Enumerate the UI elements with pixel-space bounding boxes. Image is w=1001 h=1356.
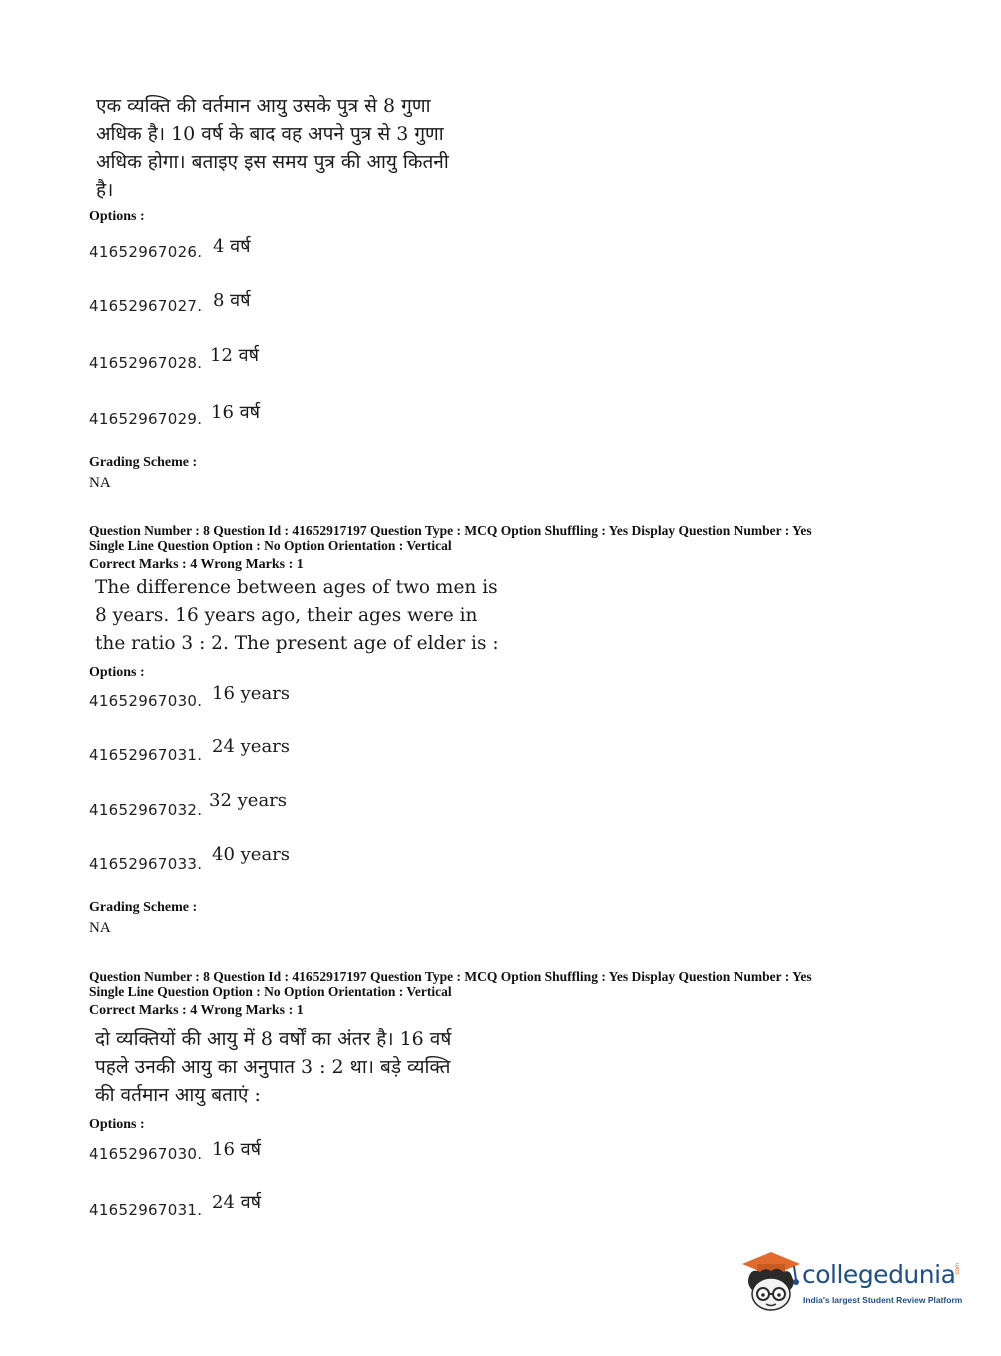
option-id: 41652967029.: [89, 410, 203, 428]
question-meta: [89, 969, 812, 999]
marks-line: Correct Marks : 4 Wrong Marks : 1: [89, 1003, 304, 1018]
collegedunia-logo[interactable]: [740, 1248, 972, 1318]
options-label: Options :: [89, 1117, 145, 1132]
question-line: 8 years. 16 years ago, their ages were in: [95, 605, 478, 626]
option-id: 41652967027.: [89, 297, 203, 315]
options-label: Options :: [89, 665, 145, 680]
logo-wordmark: collegedunia: [802, 1260, 956, 1289]
question-line: दो व्यक्तियों की आयु में 8 वर्षों का अंतर है। 16 वर्ष: [95, 1028, 452, 1050]
question-line: The difference between ages of two men is: [95, 577, 498, 598]
grading-scheme-value: NA: [89, 475, 111, 491]
logo-domain: .com: [955, 1262, 961, 1276]
grading-scheme-label: Grading Scheme :: [89, 455, 198, 470]
marks-line: Correct Marks : 4 Wrong Marks : 1: [89, 557, 304, 572]
option-value: 40 years: [212, 844, 291, 865]
question-line: है।: [96, 179, 114, 201]
question-line: the ratio 3 : 2. The present age of elder is :: [95, 633, 499, 654]
question-line: अधिक होगा। बताइए इस समय पुत्र की आयु कितनी: [96, 151, 449, 173]
question-text-english: [95, 574, 499, 658]
option-value: 12 वर्ष: [210, 345, 260, 366]
grading-scheme-label: Grading Scheme :: [89, 900, 198, 915]
question-meta-line: Question Number : 8 Question Id : 41652917197 Question Type : MCQ Option Shuffling : Yes Display Question Number : Yes: [89, 969, 812, 984]
question-line: एक व्यक्ति की वर्तमान आयु उसके पुत्र से 8 गुणा: [96, 95, 431, 117]
option-value: 16 years: [212, 683, 291, 704]
option-value: 16 वर्ष: [211, 402, 261, 423]
question-meta-line: Single Line Question Option : No Option Orientation : Vertical: [89, 538, 452, 553]
question-line: की वर्तमान आयु बताएं :: [95, 1084, 261, 1106]
option-id: 41652967031.: [89, 746, 203, 764]
option-value: 16 वर्ष: [212, 1139, 262, 1160]
option-id: 41652967028.: [89, 354, 203, 372]
question-line: अधिक है। 10 वर्ष के बाद वह अपने पुत्र से 3 गुणा: [96, 123, 444, 145]
question-meta: [89, 523, 812, 553]
option-id: 41652967030.: [89, 692, 203, 710]
option-value: 8 वर्ष: [213, 290, 251, 311]
option-id: 41652967031.: [89, 1201, 203, 1219]
grading-scheme-value: NA: [89, 920, 111, 936]
question-line: पहले उनकी आयु का अनुपात 3 : 2 था। बड़े व्यक्ति: [95, 1056, 451, 1078]
question-text-hindi-1: [96, 92, 449, 204]
option-id: 41652967032.: [89, 801, 203, 819]
logo-tagline: India's largest Student Review Platform: [803, 1295, 963, 1305]
options-label: Options :: [89, 209, 145, 224]
option-id: 41652967026.: [89, 243, 203, 261]
option-value: 32 years: [209, 790, 288, 811]
mascot-icon: [740, 1250, 802, 1314]
option-id: 41652967033.: [89, 855, 203, 873]
option-value: 24 वर्ष: [212, 1192, 262, 1213]
option-value: 24 years: [212, 736, 291, 757]
option-value: 4 वर्ष: [213, 236, 251, 257]
question-text-hindi-2: [95, 1025, 451, 1109]
option-id: 41652967030.: [89, 1145, 203, 1163]
question-meta-line: Question Number : 8 Question Id : 41652917197 Question Type : MCQ Option Shuffling : Yes Display Question Number : Yes: [89, 523, 812, 538]
question-meta-line: Single Line Question Option : No Option Orientation : Vertical: [89, 984, 452, 999]
